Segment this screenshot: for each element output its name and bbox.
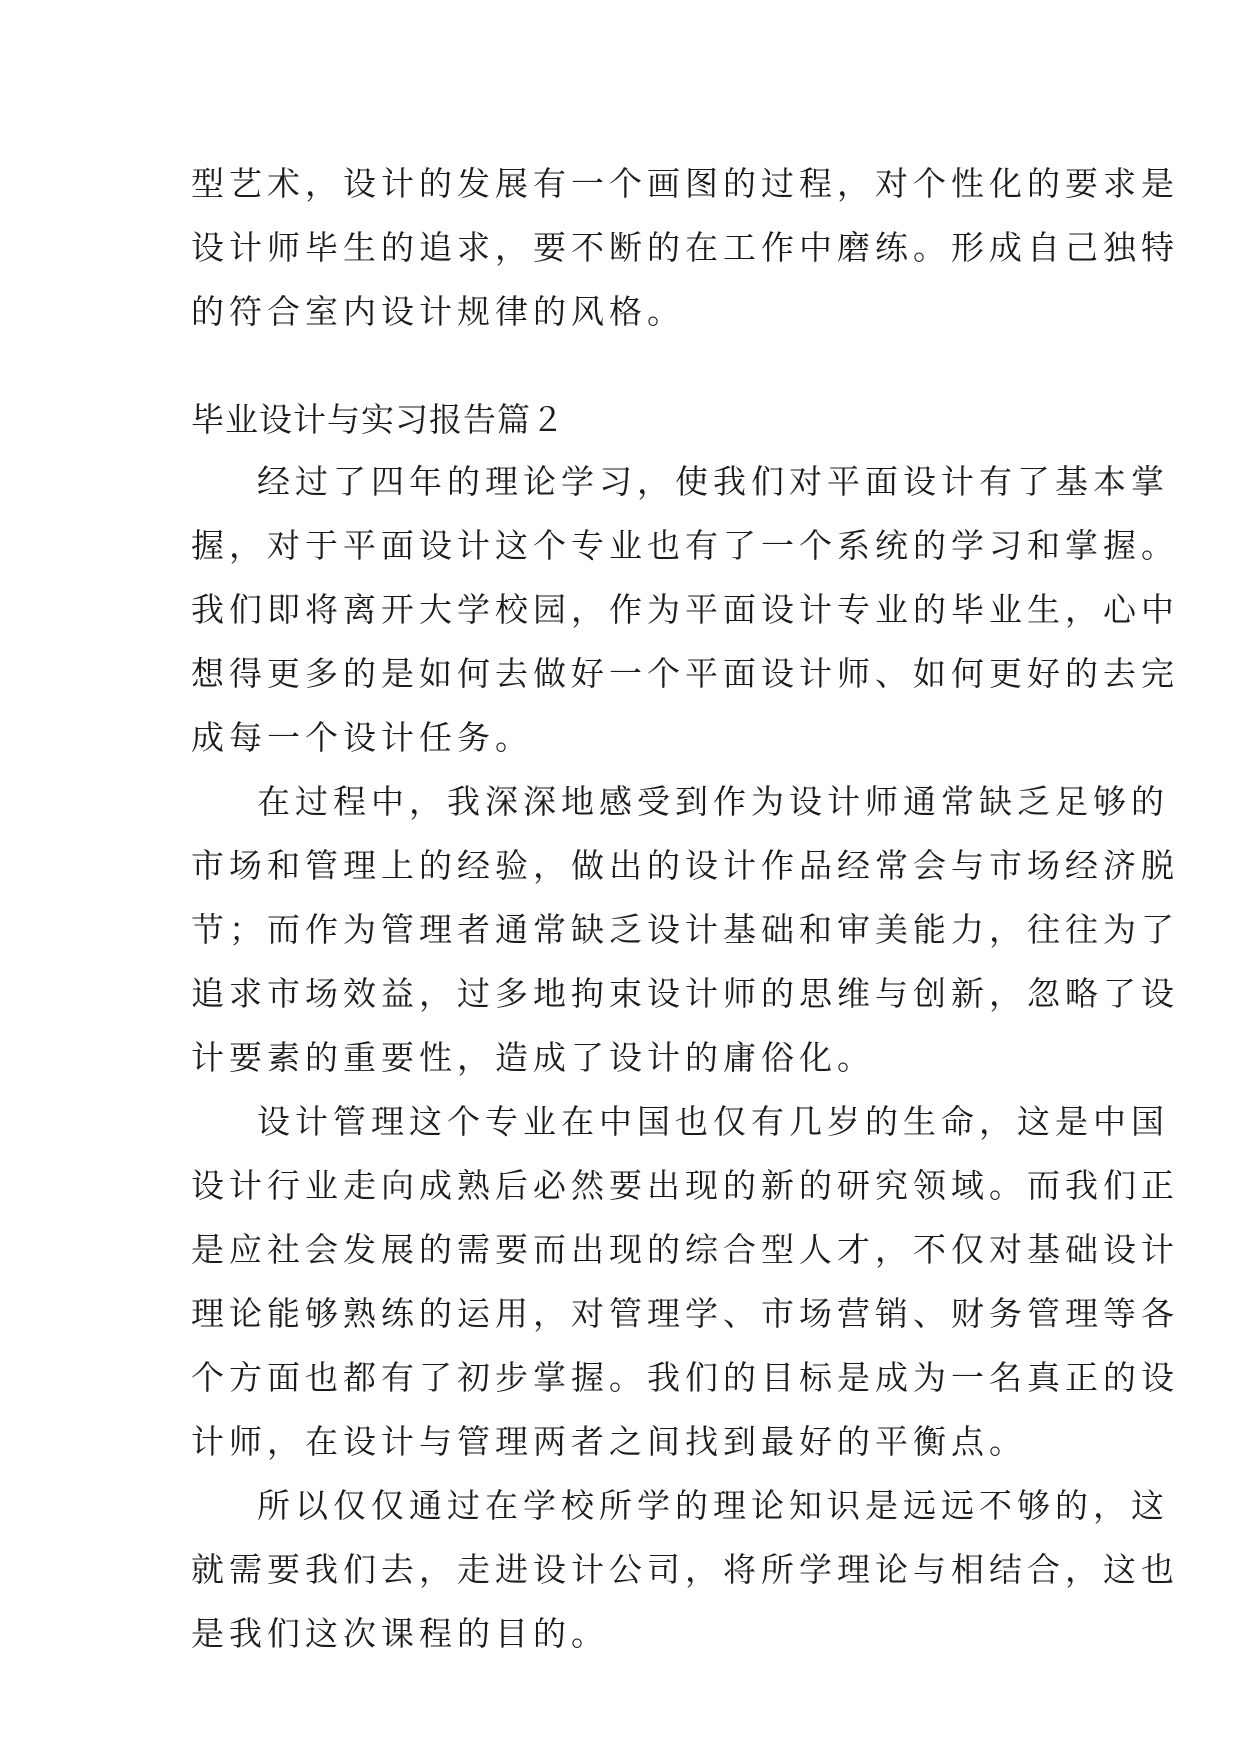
- paragraph-3-line-6: 计师，在设计与管理两者之间找到最好的平衡点。: [191, 1422, 1027, 1461]
- paragraph-2-line-5: 计要素的重要性，造成了设计的庸俗化。: [191, 1038, 875, 1077]
- paragraph-1-line-1: 经过了四年的理论学习，使我们对平面设计有了基本掌: [257, 462, 1169, 501]
- paragraph-4-line-1: 所以仅仅通过在学校所学的理论知识是远远不够的，这: [257, 1486, 1169, 1525]
- paragraph-2-line-3: 节；而作为管理者通常缺乏设计基础和审美能力，往往为了: [191, 910, 1179, 949]
- paragraph-2-line-4: 追求市场效益，过多地拘束设计师的思维与创新，忽略了设: [191, 974, 1179, 1013]
- paragraph-3-line-2: 设计行业走向成熟后必然要出现的新的研究领域。而我们正: [191, 1166, 1179, 1205]
- paragraph-3-line-3: 是应社会发展的需要而出现的综合型人才，不仅对基础设计: [191, 1230, 1179, 1269]
- paragraph-1-line-2: 握，对于平面设计这个专业也有了一个系统的学习和掌握。: [191, 526, 1179, 565]
- continued-line-2: 设计师毕生的追求，要不断的在工作中磨练。形成自己独特: [191, 228, 1179, 267]
- paragraph-3-line-5: 个方面也都有了初步掌握。我们的目标是成为一名真正的设: [191, 1358, 1179, 1397]
- paragraph-2-line-1: 在过程中，我深深地感受到作为设计师通常缺乏足够的: [257, 782, 1169, 821]
- paragraph-2-line-2: 市场和管理上的经验，做出的设计作品经常会与市场经济脱: [191, 846, 1179, 885]
- paragraph-3-line-1: 设计管理这个专业在中国也仅有几岁的生命，这是中国: [257, 1102, 1169, 1141]
- paragraph-1-line-3: 我们即将离开大学校园，作为平面设计专业的毕业生，心中: [191, 590, 1179, 629]
- continued-line-3: 的符合室内设计规律的风格。: [191, 292, 685, 331]
- paragraph-1-line-4: 想得更多的是如何去做好一个平面设计师、如何更好的去完: [191, 654, 1179, 693]
- continued-line-1: 型艺术，设计的发展有一个画图的过程，对个性化的要求是: [191, 164, 1179, 203]
- paragraph-4-line-3: 是我们这次课程的目的。: [191, 1614, 609, 1653]
- paragraph-3-line-4: 理论能够熟练的运用，对管理学、市场营销、财务管理等各: [191, 1294, 1179, 1333]
- section-title: 毕业设计与实习报告篇２: [191, 400, 565, 439]
- paragraph-4-line-2: 就需要我们去，走进设计公司，将所学理论与相结合，这也: [191, 1550, 1179, 1589]
- paragraph-1-line-5: 成每一个设计任务。: [191, 718, 533, 757]
